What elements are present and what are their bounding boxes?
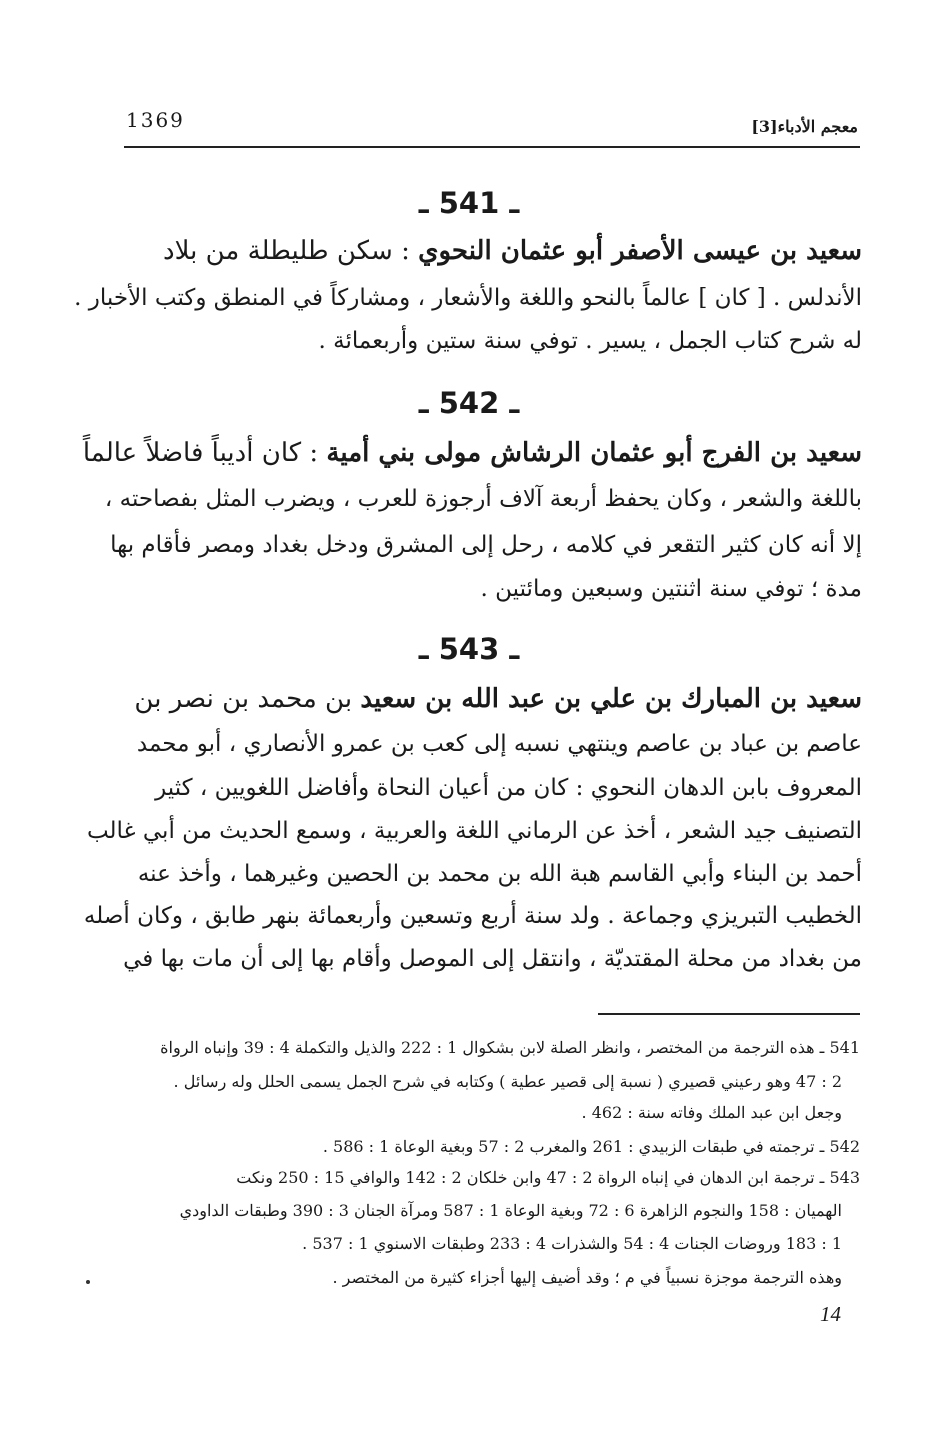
entry-number-543: ـ 543 ـ	[418, 632, 520, 666]
entry-541-line: الأندلس . [ كان ] عالماً بالنحو واللغة والأشعار ، ومشاركاً في المنطق وكتب الأخبار .	[74, 285, 862, 311]
entry-542-line: إلا أنه كان كثير التقعر في كلامه ، رحل إلى المشرق ودخل بغداد ومصر فأقام بها	[110, 532, 862, 558]
footnote-line: 1 : 183 وروضات الجنات 4 : 54 والشذرات 4 : 233 وطبقات الاسنوي 1 : 537 .	[302, 1234, 842, 1253]
footnote-rule	[598, 1013, 860, 1015]
footnote-line: وهذه الترجمة موجزة نسبياً في م ؛ وقد أضيف إليها أجزاء كثيرة من المختصر .	[332, 1268, 842, 1287]
header-rule	[124, 146, 860, 148]
entry-543-line: من بغداد من محلة المقتديّة ، وانتقل إلى الموصل وأقام بها إلى أن مات بها في	[123, 946, 862, 972]
footnote-line: 541 ـ هذه الترجمة من المختصر ، وانظر الصلة لابن بشكوال 1 : 222 والذيل والتكملة 4 : 39 وإنباه الرواة	[160, 1038, 860, 1057]
entry-542-headline-rest: : كان أديباً فاضلاً عالماً	[82, 438, 327, 468]
entry-542-line: مدة ؛ توفي سنة اثنتين وسبعين ومائتين .	[480, 576, 862, 602]
entry-543-line: عاصم بن عباد بن عاصم وينتهي نسبه إلى كعب بن عمرو الأنصاري ، أبو محمد	[136, 731, 862, 757]
entry-542-name: سعيد بن الفرج أبو عثمان الرشاش مولى بني أمية	[326, 438, 862, 468]
page-number: 1369	[126, 108, 185, 132]
footnote-line: وجعل ابن عبد الملك وفاته سنة : 462 .	[581, 1103, 842, 1122]
entry-543-line: الخطيب التبريزي وجماعة . ولد سنة أربع وتسعين وأربعمائة بنهر طابق ، وكان أصله	[83, 903, 862, 929]
entry-541-line: له شرح كتاب الجمل ، يسير . توفي سنة ستين وأربعمائة .	[318, 328, 862, 354]
stray-dot	[86, 1280, 90, 1284]
entry-543-name: سعيد بن المبارك بن علي بن عبد الله بن سعيد	[360, 684, 862, 714]
entry-541-headline-rest: : سكن طليطلة من بلاد	[163, 236, 419, 266]
entry-542-line: باللغة والشعر ، وكان يحفظ أربعة آلاف أرجوزة للعرب ، ويضرب المثل بفصاحته ،	[104, 486, 862, 512]
entry-543-line: المعروف بابن الدهان النحوي : كان من أعيان النحاة وأفاضل اللغويين ، كثير	[155, 775, 862, 801]
running-title: معجم الأدباء[3]	[751, 117, 858, 136]
signature-number: 14	[820, 1302, 841, 1326]
footnote-line: 543 ـ ترجمة ابن الدهان في إنباه الرواة 2 : 47 وابن خلكان 2 : 142 والوافي 15 : 250 ونكت	[236, 1168, 860, 1187]
entry-number-542: ـ 542 ـ	[418, 386, 520, 420]
footnote-line: الهميان : 158 والنجوم الزاهرة 6 : 72 وبغية الوعاة 1 : 587 ومرآة الجنان 3 : 390 وطبقات الداودي	[179, 1201, 842, 1220]
entry-number-541: ـ 541 ـ	[418, 186, 520, 220]
entry-543-headline-rest: بن محمد بن نصر بن	[134, 684, 361, 714]
entry-542-headline	[82, 432, 862, 474]
footnote-line: 2 : 47 وهو رعيني قصيري ( نسبة إلى قصير عطية ) وكتابه في شرح الجمل يسمى الحلل وله رسائل .	[173, 1072, 842, 1091]
entry-541-headline	[122, 230, 862, 272]
entry-543-headline	[122, 678, 862, 720]
footnote-line: 542 ـ ترجمته في طبقات الزبيدي : 261 والمغرب 2 : 57 وبغية الوعاة 1 : 586 .	[322, 1137, 860, 1156]
entry-541-name: سعيد بن عيسى الأصفر أبو عثمان النحوي	[418, 236, 862, 266]
entry-543-line: التصنيف جيد الشعر ، أخذ عن الرماني اللغة والعربية ، وسمع الحديث من أبي غالب	[86, 818, 862, 844]
entry-543-line: أحمد بن البناء وأبي القاسم هبة الله بن محمد بن الحصين وغيرهما ، وأخذ عنه	[137, 861, 862, 887]
